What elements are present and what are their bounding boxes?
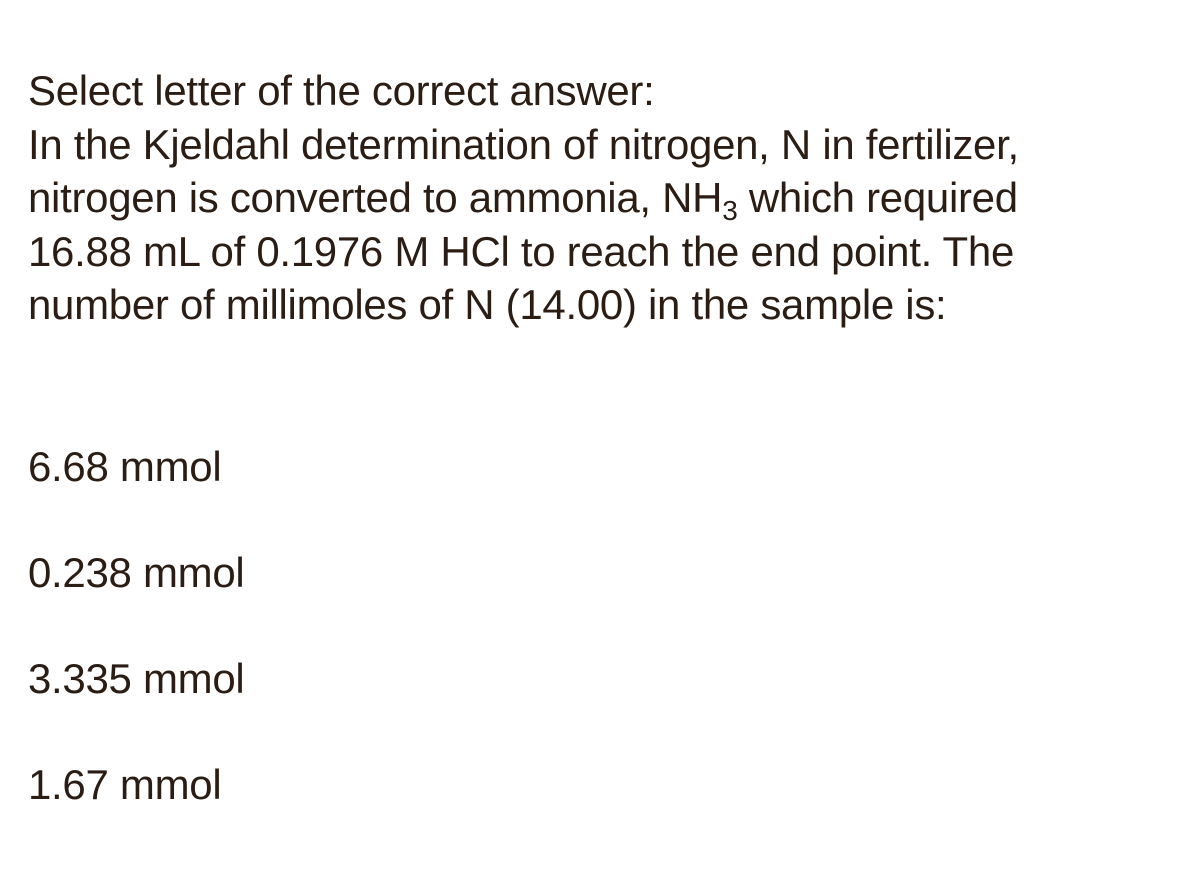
question-text-line-2	[28, 171, 1188, 225]
subscript-3: 3	[722, 195, 738, 226]
question-text-line-1: In the Kjeldahl determination of nitrogen, N in fertilizer,	[28, 120, 1019, 168]
answer-option-2[interactable]: 0.238 mmol	[28, 549, 245, 596]
answer-option-1[interactable]: 6.68 mmol	[28, 443, 222, 490]
question-prompt: Select letter of the correct answer:	[28, 67, 655, 114]
question-block	[28, 64, 1188, 332]
question-text-line-2-end: which required	[737, 174, 1018, 221]
question-text-line-3: 16.88 mL of 0.1976 M HCl to reach the end point. The	[28, 227, 1015, 275]
question-text-line-4: number of millimoles of N (14.00) in the sample is:	[28, 281, 947, 328]
answer-option-3[interactable]: 3.335 mmol	[28, 655, 245, 702]
question-text-line-2-start: nitrogen is converted to ammonia, NH	[28, 174, 723, 221]
answer-option-4[interactable]: 1.67 mmol	[28, 761, 222, 808]
